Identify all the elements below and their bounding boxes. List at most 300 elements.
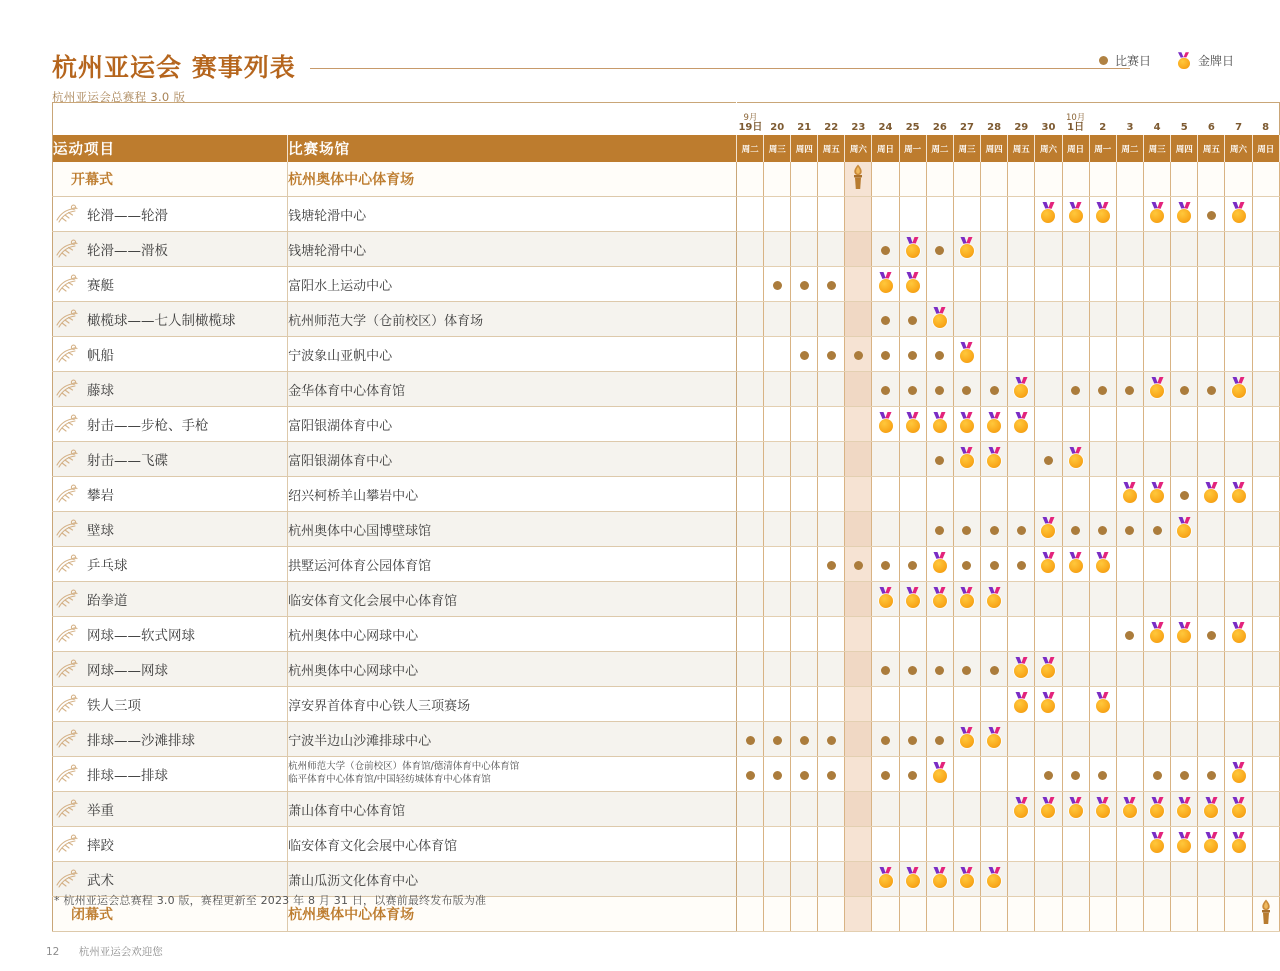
schedule-cell-18-14[interactable]: [1116, 792, 1143, 827]
schedule-cell-2-2[interactable]: [791, 232, 818, 267]
schedule-cell-5-1[interactable]: [764, 337, 791, 372]
schedule-cell-10-4[interactable]: [845, 512, 872, 547]
schedule-cell-9-15[interactable]: [1144, 477, 1171, 512]
schedule-cell-13-8[interactable]: [953, 617, 980, 652]
schedule-cell-8-2[interactable]: [791, 442, 818, 477]
schedule-cell-0-2[interactable]: [791, 162, 818, 197]
schedule-cell-12-9[interactable]: [981, 582, 1008, 617]
schedule-cell-0-15[interactable]: [1144, 162, 1171, 197]
schedule-cell-19-6[interactable]: [899, 827, 926, 862]
schedule-cell-4-11[interactable]: [1035, 302, 1062, 337]
schedule-cell-8-19[interactable]: [1252, 442, 1279, 477]
schedule-cell-1-15[interactable]: [1144, 197, 1171, 232]
schedule-cell-15-6[interactable]: [899, 687, 926, 722]
schedule-cell-8-1[interactable]: [764, 442, 791, 477]
schedule-cell-16-19[interactable]: [1252, 722, 1279, 757]
schedule-cell-1-5[interactable]: [872, 197, 899, 232]
schedule-cell-5-12[interactable]: [1062, 337, 1089, 372]
schedule-cell-14-9[interactable]: [981, 652, 1008, 687]
schedule-cell-8-18[interactable]: [1225, 442, 1252, 477]
schedule-cell-19-7[interactable]: [926, 827, 953, 862]
schedule-cell-10-12[interactable]: [1062, 512, 1089, 547]
schedule-cell-5-7[interactable]: [926, 337, 953, 372]
schedule-cell-16-9[interactable]: [981, 722, 1008, 757]
schedule-cell-20-16[interactable]: [1171, 862, 1198, 897]
schedule-cell-6-5[interactable]: [872, 372, 899, 407]
schedule-cell-2-9[interactable]: [981, 232, 1008, 267]
schedule-cell-18-5[interactable]: [872, 792, 899, 827]
schedule-cell-17-19[interactable]: [1252, 757, 1279, 792]
schedule-cell-20-3[interactable]: [818, 862, 845, 897]
schedule-cell-10-10[interactable]: [1008, 512, 1035, 547]
schedule-cell-8-14[interactable]: [1116, 442, 1143, 477]
schedule-cell-6-2[interactable]: [791, 372, 818, 407]
schedule-cell-16-13[interactable]: [1089, 722, 1116, 757]
schedule-cell-17-10[interactable]: [1008, 757, 1035, 792]
schedule-cell-10-14[interactable]: [1116, 512, 1143, 547]
schedule-cell-21-18[interactable]: [1225, 897, 1252, 932]
schedule-cell-18-9[interactable]: [981, 792, 1008, 827]
schedule-cell-2-0[interactable]: [737, 232, 764, 267]
schedule-cell-6-7[interactable]: [926, 372, 953, 407]
schedule-cell-11-10[interactable]: [1008, 547, 1035, 582]
schedule-cell-5-3[interactable]: [818, 337, 845, 372]
schedule-cell-9-14[interactable]: [1116, 477, 1143, 512]
schedule-cell-1-13[interactable]: [1089, 197, 1116, 232]
schedule-cell-18-17[interactable]: [1198, 792, 1225, 827]
schedule-cell-3-12[interactable]: [1062, 267, 1089, 302]
schedule-cell-18-2[interactable]: [791, 792, 818, 827]
schedule-cell-7-1[interactable]: [764, 407, 791, 442]
schedule-cell-15-8[interactable]: [953, 687, 980, 722]
schedule-cell-15-12[interactable]: [1062, 687, 1089, 722]
schedule-cell-20-14[interactable]: [1116, 862, 1143, 897]
schedule-cell-10-17[interactable]: [1198, 512, 1225, 547]
schedule-cell-16-7[interactable]: [926, 722, 953, 757]
schedule-cell-19-0[interactable]: [737, 827, 764, 862]
schedule-cell-20-4[interactable]: [845, 862, 872, 897]
schedule-cell-12-5[interactable]: [872, 582, 899, 617]
schedule-cell-13-14[interactable]: [1116, 617, 1143, 652]
schedule-cell-15-13[interactable]: [1089, 687, 1116, 722]
schedule-cell-11-1[interactable]: [764, 547, 791, 582]
schedule-cell-10-13[interactable]: [1089, 512, 1116, 547]
schedule-cell-21-8[interactable]: [953, 897, 980, 932]
schedule-cell-15-11[interactable]: [1035, 687, 1062, 722]
schedule-cell-21-17[interactable]: [1198, 897, 1225, 932]
schedule-cell-5-16[interactable]: [1171, 337, 1198, 372]
schedule-cell-18-3[interactable]: [818, 792, 845, 827]
schedule-cell-17-17[interactable]: [1198, 757, 1225, 792]
schedule-cell-5-8[interactable]: [953, 337, 980, 372]
schedule-cell-5-11[interactable]: [1035, 337, 1062, 372]
schedule-cell-10-0[interactable]: [737, 512, 764, 547]
schedule-cell-20-11[interactable]: [1035, 862, 1062, 897]
schedule-cell-11-9[interactable]: [981, 547, 1008, 582]
schedule-cell-2-3[interactable]: [818, 232, 845, 267]
schedule-cell-19-1[interactable]: [764, 827, 791, 862]
schedule-cell-5-18[interactable]: [1225, 337, 1252, 372]
schedule-cell-20-6[interactable]: [899, 862, 926, 897]
schedule-cell-17-15[interactable]: [1144, 757, 1171, 792]
schedule-cell-5-19[interactable]: [1252, 337, 1279, 372]
schedule-cell-15-1[interactable]: [764, 687, 791, 722]
schedule-cell-2-1[interactable]: [764, 232, 791, 267]
schedule-cell-13-10[interactable]: [1008, 617, 1035, 652]
schedule-cell-19-3[interactable]: [818, 827, 845, 862]
schedule-cell-9-3[interactable]: [818, 477, 845, 512]
schedule-cell-3-0[interactable]: [737, 267, 764, 302]
schedule-cell-12-15[interactable]: [1144, 582, 1171, 617]
schedule-cell-13-9[interactable]: [981, 617, 1008, 652]
schedule-cell-1-12[interactable]: [1062, 197, 1089, 232]
schedule-cell-16-14[interactable]: [1116, 722, 1143, 757]
schedule-cell-7-13[interactable]: [1089, 407, 1116, 442]
schedule-cell-8-3[interactable]: [818, 442, 845, 477]
schedule-cell-5-9[interactable]: [981, 337, 1008, 372]
schedule-cell-20-2[interactable]: [791, 862, 818, 897]
schedule-cell-15-17[interactable]: [1198, 687, 1225, 722]
schedule-cell-0-5[interactable]: [872, 162, 899, 197]
schedule-cell-9-5[interactable]: [872, 477, 899, 512]
schedule-cell-14-6[interactable]: [899, 652, 926, 687]
schedule-cell-13-4[interactable]: [845, 617, 872, 652]
schedule-cell-12-7[interactable]: [926, 582, 953, 617]
schedule-cell-13-7[interactable]: [926, 617, 953, 652]
schedule-cell-6-3[interactable]: [818, 372, 845, 407]
schedule-cell-12-1[interactable]: [764, 582, 791, 617]
schedule-cell-3-19[interactable]: [1252, 267, 1279, 302]
schedule-cell-13-11[interactable]: [1035, 617, 1062, 652]
schedule-cell-7-16[interactable]: [1171, 407, 1198, 442]
schedule-cell-11-13[interactable]: [1089, 547, 1116, 582]
schedule-cell-3-17[interactable]: [1198, 267, 1225, 302]
schedule-cell-10-19[interactable]: [1252, 512, 1279, 547]
schedule-cell-13-1[interactable]: [764, 617, 791, 652]
schedule-cell-14-4[interactable]: [845, 652, 872, 687]
schedule-cell-11-17[interactable]: [1198, 547, 1225, 582]
schedule-cell-20-15[interactable]: [1144, 862, 1171, 897]
schedule-cell-14-7[interactable]: [926, 652, 953, 687]
schedule-cell-2-5[interactable]: [872, 232, 899, 267]
schedule-cell-8-10[interactable]: [1008, 442, 1035, 477]
schedule-cell-15-3[interactable]: [818, 687, 845, 722]
schedule-cell-8-9[interactable]: [981, 442, 1008, 477]
schedule-cell-21-14[interactable]: [1116, 897, 1143, 932]
schedule-cell-2-13[interactable]: [1089, 232, 1116, 267]
schedule-cell-20-18[interactable]: [1225, 862, 1252, 897]
schedule-cell-9-13[interactable]: [1089, 477, 1116, 512]
schedule-cell-6-10[interactable]: [1008, 372, 1035, 407]
schedule-cell-17-18[interactable]: [1225, 757, 1252, 792]
schedule-cell-7-19[interactable]: [1252, 407, 1279, 442]
schedule-cell-14-8[interactable]: [953, 652, 980, 687]
schedule-cell-15-0[interactable]: [737, 687, 764, 722]
schedule-cell-4-2[interactable]: [791, 302, 818, 337]
schedule-cell-5-17[interactable]: [1198, 337, 1225, 372]
schedule-cell-6-9[interactable]: [981, 372, 1008, 407]
schedule-cell-11-11[interactable]: [1035, 547, 1062, 582]
schedule-cell-12-13[interactable]: [1089, 582, 1116, 617]
schedule-cell-3-3[interactable]: [818, 267, 845, 302]
schedule-cell-6-12[interactable]: [1062, 372, 1089, 407]
schedule-cell-7-5[interactable]: [872, 407, 899, 442]
schedule-cell-19-9[interactable]: [981, 827, 1008, 862]
schedule-cell-0-6[interactable]: [899, 162, 926, 197]
schedule-cell-17-2[interactable]: [791, 757, 818, 792]
schedule-cell-9-12[interactable]: [1062, 477, 1089, 512]
schedule-cell-12-2[interactable]: [791, 582, 818, 617]
schedule-cell-0-9[interactable]: [981, 162, 1008, 197]
schedule-cell-7-10[interactable]: [1008, 407, 1035, 442]
schedule-cell-11-16[interactable]: [1171, 547, 1198, 582]
schedule-cell-16-15[interactable]: [1144, 722, 1171, 757]
schedule-cell-20-17[interactable]: [1198, 862, 1225, 897]
schedule-cell-3-11[interactable]: [1035, 267, 1062, 302]
schedule-cell-11-12[interactable]: [1062, 547, 1089, 582]
schedule-cell-16-5[interactable]: [872, 722, 899, 757]
schedule-cell-1-4[interactable]: [845, 197, 872, 232]
schedule-cell-6-17[interactable]: [1198, 372, 1225, 407]
schedule-cell-1-9[interactable]: [981, 197, 1008, 232]
schedule-cell-1-7[interactable]: [926, 197, 953, 232]
schedule-cell-4-15[interactable]: [1144, 302, 1171, 337]
schedule-cell-5-5[interactable]: [872, 337, 899, 372]
schedule-cell-4-18[interactable]: [1225, 302, 1252, 337]
schedule-cell-8-4[interactable]: [845, 442, 872, 477]
schedule-cell-1-0[interactable]: [737, 197, 764, 232]
schedule-cell-0-8[interactable]: [953, 162, 980, 197]
schedule-cell-4-16[interactable]: [1171, 302, 1198, 337]
schedule-cell-14-14[interactable]: [1116, 652, 1143, 687]
schedule-cell-2-18[interactable]: [1225, 232, 1252, 267]
schedule-cell-9-18[interactable]: [1225, 477, 1252, 512]
schedule-cell-13-18[interactable]: [1225, 617, 1252, 652]
schedule-cell-11-3[interactable]: [818, 547, 845, 582]
schedule-cell-21-0[interactable]: [737, 897, 764, 932]
schedule-cell-14-1[interactable]: [764, 652, 791, 687]
schedule-cell-9-4[interactable]: [845, 477, 872, 512]
schedule-cell-0-17[interactable]: [1198, 162, 1225, 197]
schedule-cell-9-11[interactable]: [1035, 477, 1062, 512]
schedule-cell-14-12[interactable]: [1062, 652, 1089, 687]
schedule-cell-12-11[interactable]: [1035, 582, 1062, 617]
schedule-cell-0-1[interactable]: [764, 162, 791, 197]
schedule-cell-11-8[interactable]: [953, 547, 980, 582]
schedule-cell-12-3[interactable]: [818, 582, 845, 617]
schedule-cell-14-18[interactable]: [1225, 652, 1252, 687]
schedule-cell-0-16[interactable]: [1171, 162, 1198, 197]
schedule-cell-0-12[interactable]: [1062, 162, 1089, 197]
schedule-cell-20-7[interactable]: [926, 862, 953, 897]
schedule-cell-15-16[interactable]: [1171, 687, 1198, 722]
schedule-cell-9-0[interactable]: [737, 477, 764, 512]
schedule-cell-17-6[interactable]: [899, 757, 926, 792]
schedule-cell-7-17[interactable]: [1198, 407, 1225, 442]
schedule-cell-14-19[interactable]: [1252, 652, 1279, 687]
schedule-cell-14-11[interactable]: [1035, 652, 1062, 687]
schedule-cell-9-17[interactable]: [1198, 477, 1225, 512]
schedule-cell-1-16[interactable]: [1171, 197, 1198, 232]
schedule-cell-21-1[interactable]: [764, 897, 791, 932]
schedule-cell-19-17[interactable]: [1198, 827, 1225, 862]
schedule-cell-4-8[interactable]: [953, 302, 980, 337]
schedule-cell-7-15[interactable]: [1144, 407, 1171, 442]
schedule-cell-12-16[interactable]: [1171, 582, 1198, 617]
schedule-cell-4-3[interactable]: [818, 302, 845, 337]
schedule-cell-12-4[interactable]: [845, 582, 872, 617]
schedule-cell-21-2[interactable]: [791, 897, 818, 932]
schedule-cell-2-15[interactable]: [1144, 232, 1171, 267]
schedule-cell-19-5[interactable]: [872, 827, 899, 862]
schedule-cell-10-8[interactable]: [953, 512, 980, 547]
schedule-cell-20-0[interactable]: [737, 862, 764, 897]
schedule-cell-21-10[interactable]: [1008, 897, 1035, 932]
schedule-cell-19-19[interactable]: [1252, 827, 1279, 862]
schedule-cell-10-7[interactable]: [926, 512, 953, 547]
schedule-cell-13-2[interactable]: [791, 617, 818, 652]
schedule-cell-7-2[interactable]: [791, 407, 818, 442]
schedule-cell-3-13[interactable]: [1089, 267, 1116, 302]
schedule-cell-12-6[interactable]: [899, 582, 926, 617]
schedule-cell-8-12[interactable]: [1062, 442, 1089, 477]
schedule-cell-7-3[interactable]: [818, 407, 845, 442]
schedule-cell-3-6[interactable]: [899, 267, 926, 302]
schedule-cell-7-6[interactable]: [899, 407, 926, 442]
schedule-cell-11-6[interactable]: [899, 547, 926, 582]
schedule-cell-14-15[interactable]: [1144, 652, 1171, 687]
schedule-cell-15-15[interactable]: [1144, 687, 1171, 722]
schedule-cell-21-16[interactable]: [1171, 897, 1198, 932]
schedule-cell-1-10[interactable]: [1008, 197, 1035, 232]
schedule-cell-11-0[interactable]: [737, 547, 764, 582]
schedule-cell-17-8[interactable]: [953, 757, 980, 792]
schedule-cell-2-8[interactable]: [953, 232, 980, 267]
schedule-cell-16-0[interactable]: [737, 722, 764, 757]
schedule-cell-17-5[interactable]: [872, 757, 899, 792]
schedule-cell-9-2[interactable]: [791, 477, 818, 512]
schedule-cell-16-18[interactable]: [1225, 722, 1252, 757]
schedule-cell-19-14[interactable]: [1116, 827, 1143, 862]
schedule-cell-10-16[interactable]: [1171, 512, 1198, 547]
schedule-cell-6-4[interactable]: [845, 372, 872, 407]
schedule-cell-21-13[interactable]: [1089, 897, 1116, 932]
schedule-cell-15-4[interactable]: [845, 687, 872, 722]
schedule-cell-1-8[interactable]: [953, 197, 980, 232]
schedule-cell-20-9[interactable]: [981, 862, 1008, 897]
schedule-cell-2-14[interactable]: [1116, 232, 1143, 267]
schedule-cell-0-10[interactable]: [1008, 162, 1035, 197]
schedule-cell-8-5[interactable]: [872, 442, 899, 477]
schedule-cell-16-1[interactable]: [764, 722, 791, 757]
schedule-cell-0-18[interactable]: [1225, 162, 1252, 197]
schedule-cell-13-3[interactable]: [818, 617, 845, 652]
schedule-cell-8-0[interactable]: [737, 442, 764, 477]
schedule-cell-0-14[interactable]: [1116, 162, 1143, 197]
schedule-cell-4-13[interactable]: [1089, 302, 1116, 337]
schedule-cell-9-19[interactable]: [1252, 477, 1279, 512]
schedule-cell-11-15[interactable]: [1144, 547, 1171, 582]
schedule-cell-7-8[interactable]: [953, 407, 980, 442]
schedule-cell-19-2[interactable]: [791, 827, 818, 862]
schedule-cell-15-10[interactable]: [1008, 687, 1035, 722]
schedule-cell-18-7[interactable]: [926, 792, 953, 827]
schedule-cell-4-10[interactable]: [1008, 302, 1035, 337]
schedule-cell-10-11[interactable]: [1035, 512, 1062, 547]
schedule-cell-18-15[interactable]: [1144, 792, 1171, 827]
schedule-cell-6-8[interactable]: [953, 372, 980, 407]
schedule-cell-13-6[interactable]: [899, 617, 926, 652]
schedule-cell-5-0[interactable]: [737, 337, 764, 372]
schedule-cell-19-18[interactable]: [1225, 827, 1252, 862]
schedule-cell-11-19[interactable]: [1252, 547, 1279, 582]
schedule-cell-3-8[interactable]: [953, 267, 980, 302]
schedule-cell-14-16[interactable]: [1171, 652, 1198, 687]
schedule-cell-17-7[interactable]: [926, 757, 953, 792]
schedule-cell-5-2[interactable]: [791, 337, 818, 372]
schedule-cell-10-9[interactable]: [981, 512, 1008, 547]
schedule-cell-16-11[interactable]: [1035, 722, 1062, 757]
schedule-cell-4-12[interactable]: [1062, 302, 1089, 337]
schedule-cell-19-8[interactable]: [953, 827, 980, 862]
schedule-cell-8-15[interactable]: [1144, 442, 1171, 477]
schedule-cell-20-5[interactable]: [872, 862, 899, 897]
schedule-cell-2-19[interactable]: [1252, 232, 1279, 267]
schedule-cell-14-10[interactable]: [1008, 652, 1035, 687]
schedule-cell-13-12[interactable]: [1062, 617, 1089, 652]
schedule-cell-16-12[interactable]: [1062, 722, 1089, 757]
schedule-cell-1-19[interactable]: [1252, 197, 1279, 232]
schedule-cell-11-14[interactable]: [1116, 547, 1143, 582]
schedule-cell-20-19[interactable]: [1252, 862, 1279, 897]
schedule-cell-7-7[interactable]: [926, 407, 953, 442]
schedule-cell-8-7[interactable]: [926, 442, 953, 477]
schedule-cell-8-8[interactable]: [953, 442, 980, 477]
schedule-cell-15-9[interactable]: [981, 687, 1008, 722]
schedule-cell-18-0[interactable]: [737, 792, 764, 827]
schedule-cell-12-12[interactable]: [1062, 582, 1089, 617]
schedule-cell-3-7[interactable]: [926, 267, 953, 302]
schedule-cell-4-14[interactable]: [1116, 302, 1143, 337]
schedule-cell-14-3[interactable]: [818, 652, 845, 687]
schedule-cell-6-11[interactable]: [1035, 372, 1062, 407]
schedule-cell-2-10[interactable]: [1008, 232, 1035, 267]
schedule-cell-20-10[interactable]: [1008, 862, 1035, 897]
schedule-cell-20-12[interactable]: [1062, 862, 1089, 897]
schedule-cell-19-15[interactable]: [1144, 827, 1171, 862]
schedule-cell-3-2[interactable]: [791, 267, 818, 302]
schedule-cell-12-8[interactable]: [953, 582, 980, 617]
schedule-cell-13-0[interactable]: [737, 617, 764, 652]
schedule-cell-11-7[interactable]: [926, 547, 953, 582]
schedule-cell-5-14[interactable]: [1116, 337, 1143, 372]
schedule-cell-10-3[interactable]: [818, 512, 845, 547]
schedule-cell-3-4[interactable]: [845, 267, 872, 302]
schedule-cell-5-13[interactable]: [1089, 337, 1116, 372]
schedule-cell-2-16[interactable]: [1171, 232, 1198, 267]
schedule-cell-9-7[interactable]: [926, 477, 953, 512]
schedule-cell-21-15[interactable]: [1144, 897, 1171, 932]
schedule-cell-0-3[interactable]: [818, 162, 845, 197]
schedule-cell-16-2[interactable]: [791, 722, 818, 757]
schedule-cell-18-6[interactable]: [899, 792, 926, 827]
schedule-cell-10-1[interactable]: [764, 512, 791, 547]
schedule-cell-18-10[interactable]: [1008, 792, 1035, 827]
schedule-cell-2-7[interactable]: [926, 232, 953, 267]
schedule-cell-14-2[interactable]: [791, 652, 818, 687]
schedule-cell-8-11[interactable]: [1035, 442, 1062, 477]
schedule-cell-16-16[interactable]: [1171, 722, 1198, 757]
